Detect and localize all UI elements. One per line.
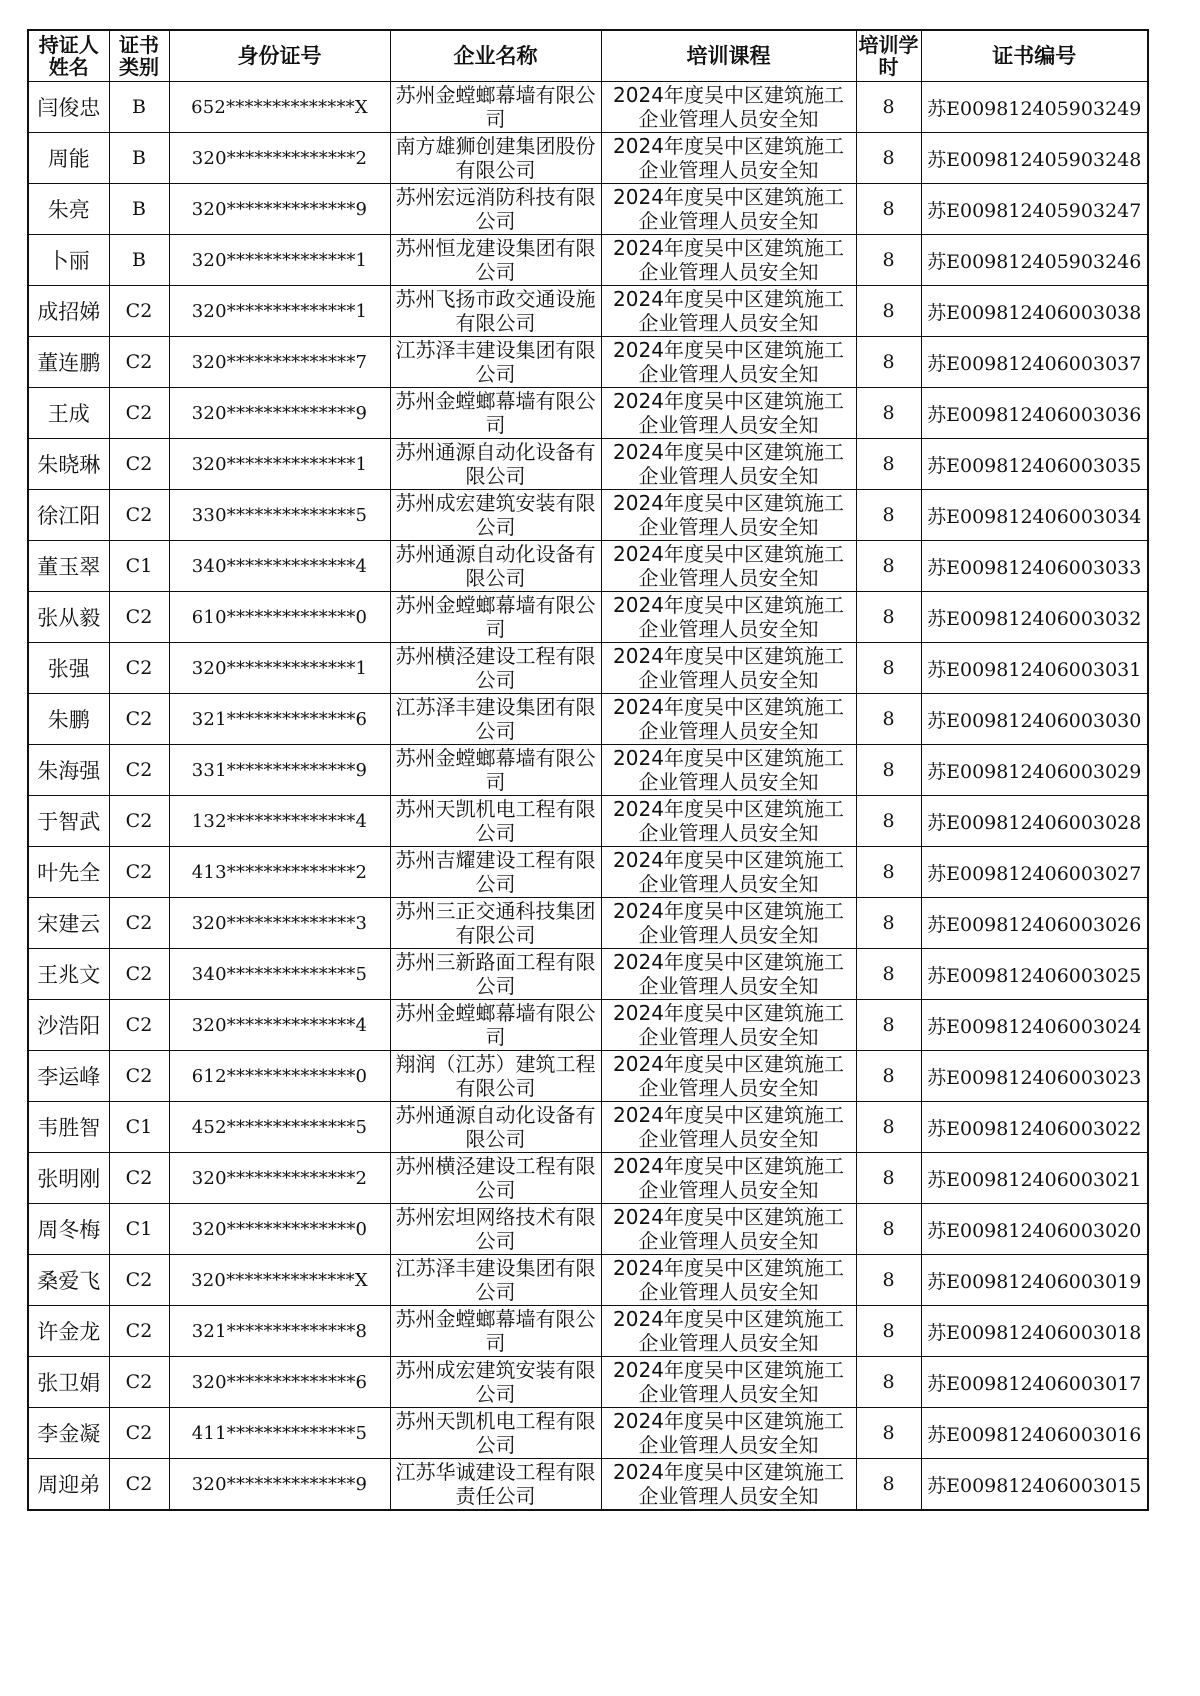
holder-name-cell: 朱晓琳 <box>28 439 109 490</box>
id-number-cell: 330**************5 <box>169 490 390 541</box>
course-cell-text: 2024年度吴中区建筑施工企业管理人员安全知 <box>613 1307 844 1355</box>
id-number-cell: 320**************6 <box>169 1357 390 1408</box>
course-cell <box>601 1204 856 1255</box>
company-cell <box>390 847 601 898</box>
hours-cell: 8 <box>856 1153 921 1204</box>
company-cell-text: 苏州宏坦网络技术有限公司 <box>395 1205 596 1253</box>
header-row <box>28 30 1148 82</box>
header-cert-class: 证书类别 <box>109 30 169 82</box>
company-cell <box>390 388 601 439</box>
holder-name-cell: 李运峰 <box>28 1051 109 1102</box>
holder-name-cell: 桑爱飞 <box>28 1255 109 1306</box>
cert-class-cell: C2 <box>109 1459 169 1511</box>
id-number-cell: 652**************X <box>169 82 390 133</box>
hours-cell: 8 <box>856 898 921 949</box>
id-number-cell: 320**************1 <box>169 286 390 337</box>
course-cell-text: 2024年度吴中区建筑施工企业管理人员安全知 <box>613 542 844 590</box>
holder-name-cell: 王成 <box>28 388 109 439</box>
company-cell <box>390 1255 601 1306</box>
holder-name-cell: 张强 <box>28 643 109 694</box>
company-cell <box>390 1408 601 1459</box>
cert-class-cell: C2 <box>109 1408 169 1459</box>
course-cell <box>601 694 856 745</box>
hours-cell: 8 <box>856 1204 921 1255</box>
hours-cell: 8 <box>856 82 921 133</box>
company-cell-text: 苏州吉耀建设工程有限公司 <box>395 848 596 896</box>
cert-class-cell: B <box>109 82 169 133</box>
table-row <box>28 694 1148 745</box>
company-cell-text: 苏州金螳螂幕墙有限公司 <box>395 1307 596 1355</box>
company-cell <box>390 1153 601 1204</box>
cert-class-cell: C2 <box>109 1051 169 1102</box>
company-cell-text: 江苏泽丰建设集团有限公司 <box>395 695 596 743</box>
course-cell-text: 2024年度吴中区建筑施工企业管理人员安全知 <box>613 1205 844 1253</box>
hours-cell: 8 <box>856 235 921 286</box>
course-cell <box>601 949 856 1000</box>
company-cell <box>390 1102 601 1153</box>
holder-name-cell: 李金凝 <box>28 1408 109 1459</box>
cert-class-cell: C2 <box>109 439 169 490</box>
cert-number-cell: 苏E009812406003034 <box>921 490 1148 541</box>
holder-name-cell: 叶先全 <box>28 847 109 898</box>
hours-cell: 8 <box>856 286 921 337</box>
course-cell <box>601 82 856 133</box>
course-cell-text: 2024年度吴中区建筑施工企业管理人员安全知 <box>613 83 844 131</box>
table-row <box>28 745 1148 796</box>
hours-cell: 8 <box>856 541 921 592</box>
holder-name-cell: 宋建云 <box>28 898 109 949</box>
course-cell-text: 2024年度吴中区建筑施工企业管理人员安全知 <box>613 440 844 488</box>
hours-cell: 8 <box>856 1102 921 1153</box>
cert-class-cell: C1 <box>109 1204 169 1255</box>
company-cell-text: 苏州成宏建筑安装有限公司 <box>395 1358 596 1406</box>
holder-name-cell: 周迎弟 <box>28 1459 109 1511</box>
course-cell <box>601 796 856 847</box>
course-cell <box>601 1153 856 1204</box>
holder-name-cell: 徐江阳 <box>28 490 109 541</box>
cert-class-cell: B <box>109 133 169 184</box>
hours-cell: 8 <box>856 1051 921 1102</box>
cert-number-cell: 苏E009812406003026 <box>921 898 1148 949</box>
company-cell-text: 苏州通源自动化设备有限公司 <box>395 440 596 488</box>
hours-cell: 8 <box>856 1408 921 1459</box>
table-row <box>28 286 1148 337</box>
table-row <box>28 847 1148 898</box>
holder-name-cell: 闫俊忠 <box>28 82 109 133</box>
cert-class-cell: C2 <box>109 388 169 439</box>
company-cell-text: 苏州三正交通科技集团有限公司 <box>395 899 596 947</box>
company-cell <box>390 337 601 388</box>
id-number-cell: 413**************2 <box>169 847 390 898</box>
hours-cell: 8 <box>856 949 921 1000</box>
table-row <box>28 439 1148 490</box>
cert-number-cell: 苏E009812406003027 <box>921 847 1148 898</box>
table-row <box>28 1255 1148 1306</box>
id-number-cell: 452**************5 <box>169 1102 390 1153</box>
id-number-cell: 320**************4 <box>169 1000 390 1051</box>
cert-class-cell: C2 <box>109 745 169 796</box>
company-cell <box>390 796 601 847</box>
company-cell-text: 苏州金螳螂幕墙有限公司 <box>395 1001 596 1049</box>
company-cell <box>390 1306 601 1357</box>
cert-class-cell: C2 <box>109 1255 169 1306</box>
course-cell <box>601 1408 856 1459</box>
company-cell <box>390 592 601 643</box>
cert-number-cell: 苏E009812406003031 <box>921 643 1148 694</box>
id-number-cell: 331**************9 <box>169 745 390 796</box>
cert-number-cell: 苏E009812406003024 <box>921 1000 1148 1051</box>
course-cell-text: 2024年度吴中区建筑施工企业管理人员安全知 <box>613 1256 844 1304</box>
hours-cell: 8 <box>856 1000 921 1051</box>
hours-cell: 8 <box>856 133 921 184</box>
course-cell-text: 2024年度吴中区建筑施工企业管理人员安全知 <box>613 1154 844 1202</box>
course-cell-text: 2024年度吴中区建筑施工企业管理人员安全知 <box>613 1052 844 1100</box>
company-cell <box>390 541 601 592</box>
course-cell <box>601 541 856 592</box>
cert-number-cell: 苏E009812406003022 <box>921 1102 1148 1153</box>
header-company: 企业名称 <box>390 30 601 82</box>
holder-name-cell: 成招娣 <box>28 286 109 337</box>
course-cell <box>601 1102 856 1153</box>
table-row <box>28 1459 1148 1511</box>
course-cell <box>601 643 856 694</box>
course-cell <box>601 745 856 796</box>
header-id-number: 身份证号 <box>169 30 390 82</box>
holder-name-cell: 王兆文 <box>28 949 109 1000</box>
course-cell-text: 2024年度吴中区建筑施工企业管理人员安全知 <box>613 848 844 896</box>
id-number-cell: 320**************2 <box>169 1153 390 1204</box>
cert-number-cell: 苏E009812406003030 <box>921 694 1148 745</box>
course-cell-text: 2024年度吴中区建筑施工企业管理人员安全知 <box>613 1001 844 1049</box>
cert-number-cell: 苏E009812406003035 <box>921 439 1148 490</box>
cert-number-cell: 苏E009812406003037 <box>921 337 1148 388</box>
id-number-cell: 320**************X <box>169 1255 390 1306</box>
holder-name-cell: 许金龙 <box>28 1306 109 1357</box>
course-cell-text: 2024年度吴中区建筑施工企业管理人员安全知 <box>613 593 844 641</box>
company-cell <box>390 490 601 541</box>
hours-cell: 8 <box>856 439 921 490</box>
company-cell <box>390 82 601 133</box>
id-number-cell: 612**************0 <box>169 1051 390 1102</box>
id-number-cell: 132**************4 <box>169 796 390 847</box>
company-cell <box>390 184 601 235</box>
course-cell <box>601 439 856 490</box>
cert-number-cell: 苏E009812406003028 <box>921 796 1148 847</box>
company-cell-text: 苏州宏远消防科技有限公司 <box>395 185 596 233</box>
course-cell-text: 2024年度吴中区建筑施工企业管理人员安全知 <box>613 134 844 182</box>
id-number-cell: 320**************9 <box>169 388 390 439</box>
header-cert-number: 证书编号 <box>921 30 1148 82</box>
cert-number-cell: 苏E009812406003029 <box>921 745 1148 796</box>
company-cell-text: 苏州横泾建设工程有限公司 <box>395 644 596 692</box>
cert-class-cell: C2 <box>109 592 169 643</box>
company-cell <box>390 745 601 796</box>
cert-class-cell: C2 <box>109 1357 169 1408</box>
company-cell-text: 苏州金螳螂幕墙有限公司 <box>395 746 596 794</box>
company-cell-text: 江苏华诚建设工程有限责任公司 <box>395 1460 596 1508</box>
company-cell-text: 苏州飞扬市政交通设施有限公司 <box>395 287 596 335</box>
cert-number-cell: 苏E009812406003020 <box>921 1204 1148 1255</box>
cert-class-cell: C2 <box>109 1000 169 1051</box>
certificate-sheet <box>27 29 1149 1511</box>
course-cell-text: 2024年度吴中区建筑施工企业管理人员安全知 <box>613 491 844 539</box>
company-cell <box>390 949 601 1000</box>
cert-number-cell: 苏E009812406003021 <box>921 1153 1148 1204</box>
holder-name-cell: 朱鹏 <box>28 694 109 745</box>
course-cell <box>601 847 856 898</box>
course-cell-text: 2024年度吴中区建筑施工企业管理人员安全知 <box>613 389 844 437</box>
cert-number-cell: 苏E009812406003038 <box>921 286 1148 337</box>
table-row <box>28 1153 1148 1204</box>
table-row <box>28 184 1148 235</box>
cert-number-cell: 苏E009812406003017 <box>921 1357 1148 1408</box>
company-cell <box>390 1459 601 1511</box>
cert-class-cell: C2 <box>109 949 169 1000</box>
course-cell <box>601 1459 856 1511</box>
course-cell-text: 2024年度吴中区建筑施工企业管理人员安全知 <box>613 746 844 794</box>
company-cell <box>390 439 601 490</box>
header-course: 培训课程 <box>601 30 856 82</box>
course-cell-text: 2024年度吴中区建筑施工企业管理人员安全知 <box>613 287 844 335</box>
table-row <box>28 541 1148 592</box>
company-cell <box>390 235 601 286</box>
table-row <box>28 235 1148 286</box>
course-cell <box>601 184 856 235</box>
company-cell <box>390 1051 601 1102</box>
course-cell <box>601 337 856 388</box>
table-row <box>28 898 1148 949</box>
cert-class-cell: B <box>109 184 169 235</box>
table-row <box>28 490 1148 541</box>
cert-class-cell: C1 <box>109 1102 169 1153</box>
cert-class-cell: C2 <box>109 796 169 847</box>
course-cell <box>601 388 856 439</box>
table-row <box>28 643 1148 694</box>
holder-name-cell: 卜丽 <box>28 235 109 286</box>
holder-name-cell: 周能 <box>28 133 109 184</box>
holder-name-cell: 朱亮 <box>28 184 109 235</box>
cert-class-cell: C2 <box>109 898 169 949</box>
company-cell <box>390 286 601 337</box>
table-row <box>28 1357 1148 1408</box>
company-cell-text: 苏州天凯机电工程有限公司 <box>395 1409 596 1457</box>
cert-number-cell: 苏E009812406003018 <box>921 1306 1148 1357</box>
company-cell-text: 苏州恒龙建设集团有限公司 <box>395 236 596 284</box>
course-cell-text: 2024年度吴中区建筑施工企业管理人员安全知 <box>613 1103 844 1151</box>
table-row <box>28 1306 1148 1357</box>
cert-number-cell: 苏E009812406003015 <box>921 1459 1148 1511</box>
hours-cell: 8 <box>856 337 921 388</box>
hours-cell: 8 <box>856 592 921 643</box>
cert-number-cell: 苏E009812406003023 <box>921 1051 1148 1102</box>
course-cell-text: 2024年度吴中区建筑施工企业管理人员安全知 <box>613 236 844 284</box>
hours-cell: 8 <box>856 847 921 898</box>
table-row <box>28 1051 1148 1102</box>
company-cell-text: 苏州三新路面工程有限公司 <box>395 950 596 998</box>
company-cell-text: 苏州横泾建设工程有限公司 <box>395 1154 596 1202</box>
cert-class-cell: C2 <box>109 286 169 337</box>
table-body <box>28 82 1148 1511</box>
course-cell-text: 2024年度吴中区建筑施工企业管理人员安全知 <box>613 1358 844 1406</box>
id-number-cell: 320**************1 <box>169 235 390 286</box>
company-cell <box>390 898 601 949</box>
company-cell-text: 苏州金螳螂幕墙有限公司 <box>395 593 596 641</box>
certificate-table <box>27 29 1149 1511</box>
course-cell <box>601 592 856 643</box>
cert-class-cell: C2 <box>109 694 169 745</box>
company-cell <box>390 133 601 184</box>
cert-class-cell: C2 <box>109 490 169 541</box>
cert-number-cell: 苏E009812406003025 <box>921 949 1148 1000</box>
holder-name-cell: 董连鹏 <box>28 337 109 388</box>
cert-number-cell: 苏E009812405903246 <box>921 235 1148 286</box>
table-row <box>28 133 1148 184</box>
holder-name-cell: 沙浩阳 <box>28 1000 109 1051</box>
course-cell <box>601 898 856 949</box>
cert-number-cell: 苏E009812406003033 <box>921 541 1148 592</box>
id-number-cell: 320**************9 <box>169 1459 390 1511</box>
cert-class-cell: C2 <box>109 847 169 898</box>
table-row <box>28 337 1148 388</box>
holder-name-cell: 周冬梅 <box>28 1204 109 1255</box>
course-cell <box>601 133 856 184</box>
course-cell <box>601 1051 856 1102</box>
table-row <box>28 949 1148 1000</box>
table-row <box>28 1102 1148 1153</box>
table-row <box>28 592 1148 643</box>
cert-class-cell: C2 <box>109 1306 169 1357</box>
company-cell-text: 江苏泽丰建设集团有限公司 <box>395 338 596 386</box>
holder-name-cell: 韦胜智 <box>28 1102 109 1153</box>
cert-number-cell: 苏E009812406003016 <box>921 1408 1148 1459</box>
hours-cell: 8 <box>856 388 921 439</box>
hours-cell: 8 <box>856 1306 921 1357</box>
hours-cell: 8 <box>856 694 921 745</box>
company-cell-text: 苏州金螳螂幕墙有限公司 <box>395 389 596 437</box>
id-number-cell: 340**************4 <box>169 541 390 592</box>
cert-class-cell: C1 <box>109 541 169 592</box>
hours-cell: 8 <box>856 1255 921 1306</box>
company-cell <box>390 643 601 694</box>
company-cell-text: 翔润（江苏）建筑工程有限公司 <box>395 1052 596 1100</box>
cert-number-cell: 苏E009812405903249 <box>921 82 1148 133</box>
hours-cell: 8 <box>856 1357 921 1408</box>
id-number-cell: 320**************0 <box>169 1204 390 1255</box>
course-cell <box>601 490 856 541</box>
cert-class-cell: C2 <box>109 337 169 388</box>
hours-cell: 8 <box>856 490 921 541</box>
company-cell-text: 苏州成宏建筑安装有限公司 <box>395 491 596 539</box>
holder-name-cell: 朱海强 <box>28 745 109 796</box>
table-row <box>28 82 1148 133</box>
course-cell-text: 2024年度吴中区建筑施工企业管理人员安全知 <box>613 797 844 845</box>
holder-name-cell: 张明刚 <box>28 1153 109 1204</box>
table-row <box>28 796 1148 847</box>
cert-number-cell: 苏E009812406003032 <box>921 592 1148 643</box>
id-number-cell: 320**************9 <box>169 184 390 235</box>
course-cell-text: 2024年度吴中区建筑施工企业管理人员安全知 <box>613 695 844 743</box>
cert-class-cell: C2 <box>109 643 169 694</box>
id-number-cell: 411**************5 <box>169 1408 390 1459</box>
holder-name-cell: 张卫娟 <box>28 1357 109 1408</box>
header-hours: 培训学时 <box>856 30 921 82</box>
course-cell-text: 2024年度吴中区建筑施工企业管理人员安全知 <box>613 950 844 998</box>
hours-cell: 8 <box>856 643 921 694</box>
company-cell-text: 苏州通源自动化设备有限公司 <box>395 1103 596 1151</box>
header-holder-name: 持证人姓名 <box>28 30 109 82</box>
cert-number-cell: 苏E009812406003019 <box>921 1255 1148 1306</box>
table-row <box>28 1408 1148 1459</box>
company-cell-text: 南方雄狮创建集团股份有限公司 <box>395 134 596 182</box>
cert-number-cell: 苏E009812406003036 <box>921 388 1148 439</box>
cert-number-cell: 苏E009812405903248 <box>921 133 1148 184</box>
course-cell-text: 2024年度吴中区建筑施工企业管理人员安全知 <box>613 644 844 692</box>
course-cell <box>601 1306 856 1357</box>
company-cell-text: 苏州金螳螂幕墙有限公司 <box>395 83 596 131</box>
course-cell-text: 2024年度吴中区建筑施工企业管理人员安全知 <box>613 338 844 386</box>
course-cell-text: 2024年度吴中区建筑施工企业管理人员安全知 <box>613 185 844 233</box>
course-cell <box>601 1255 856 1306</box>
holder-name-cell: 张从毅 <box>28 592 109 643</box>
table-row <box>28 1000 1148 1051</box>
cert-class-cell: B <box>109 235 169 286</box>
course-cell <box>601 286 856 337</box>
course-cell <box>601 1357 856 1408</box>
id-number-cell: 610**************0 <box>169 592 390 643</box>
company-cell <box>390 1357 601 1408</box>
table-row <box>28 388 1148 439</box>
company-cell <box>390 1204 601 1255</box>
company-cell <box>390 694 601 745</box>
cert-number-cell: 苏E009812405903247 <box>921 184 1148 235</box>
hours-cell: 8 <box>856 796 921 847</box>
id-number-cell: 320**************1 <box>169 439 390 490</box>
company-cell <box>390 1000 601 1051</box>
id-number-cell: 320**************1 <box>169 643 390 694</box>
course-cell-text: 2024年度吴中区建筑施工企业管理人员安全知 <box>613 1460 844 1508</box>
company-cell-text: 苏州通源自动化设备有限公司 <box>395 542 596 590</box>
id-number-cell: 321**************6 <box>169 694 390 745</box>
hours-cell: 8 <box>856 184 921 235</box>
id-number-cell: 320**************7 <box>169 337 390 388</box>
hours-cell: 8 <box>856 745 921 796</box>
company-cell-text: 苏州天凯机电工程有限公司 <box>395 797 596 845</box>
id-number-cell: 320**************2 <box>169 133 390 184</box>
hours-cell: 8 <box>856 1459 921 1511</box>
course-cell-text: 2024年度吴中区建筑施工企业管理人员安全知 <box>613 1409 844 1457</box>
id-number-cell: 321**************8 <box>169 1306 390 1357</box>
holder-name-cell: 董玉翠 <box>28 541 109 592</box>
course-cell <box>601 1000 856 1051</box>
holder-name-cell: 于智武 <box>28 796 109 847</box>
table-row <box>28 1204 1148 1255</box>
id-number-cell: 340**************5 <box>169 949 390 1000</box>
course-cell <box>601 235 856 286</box>
company-cell-text: 江苏泽丰建设集团有限公司 <box>395 1256 596 1304</box>
cert-class-cell: C2 <box>109 1153 169 1204</box>
id-number-cell: 320**************3 <box>169 898 390 949</box>
course-cell-text: 2024年度吴中区建筑施工企业管理人员安全知 <box>613 899 844 947</box>
